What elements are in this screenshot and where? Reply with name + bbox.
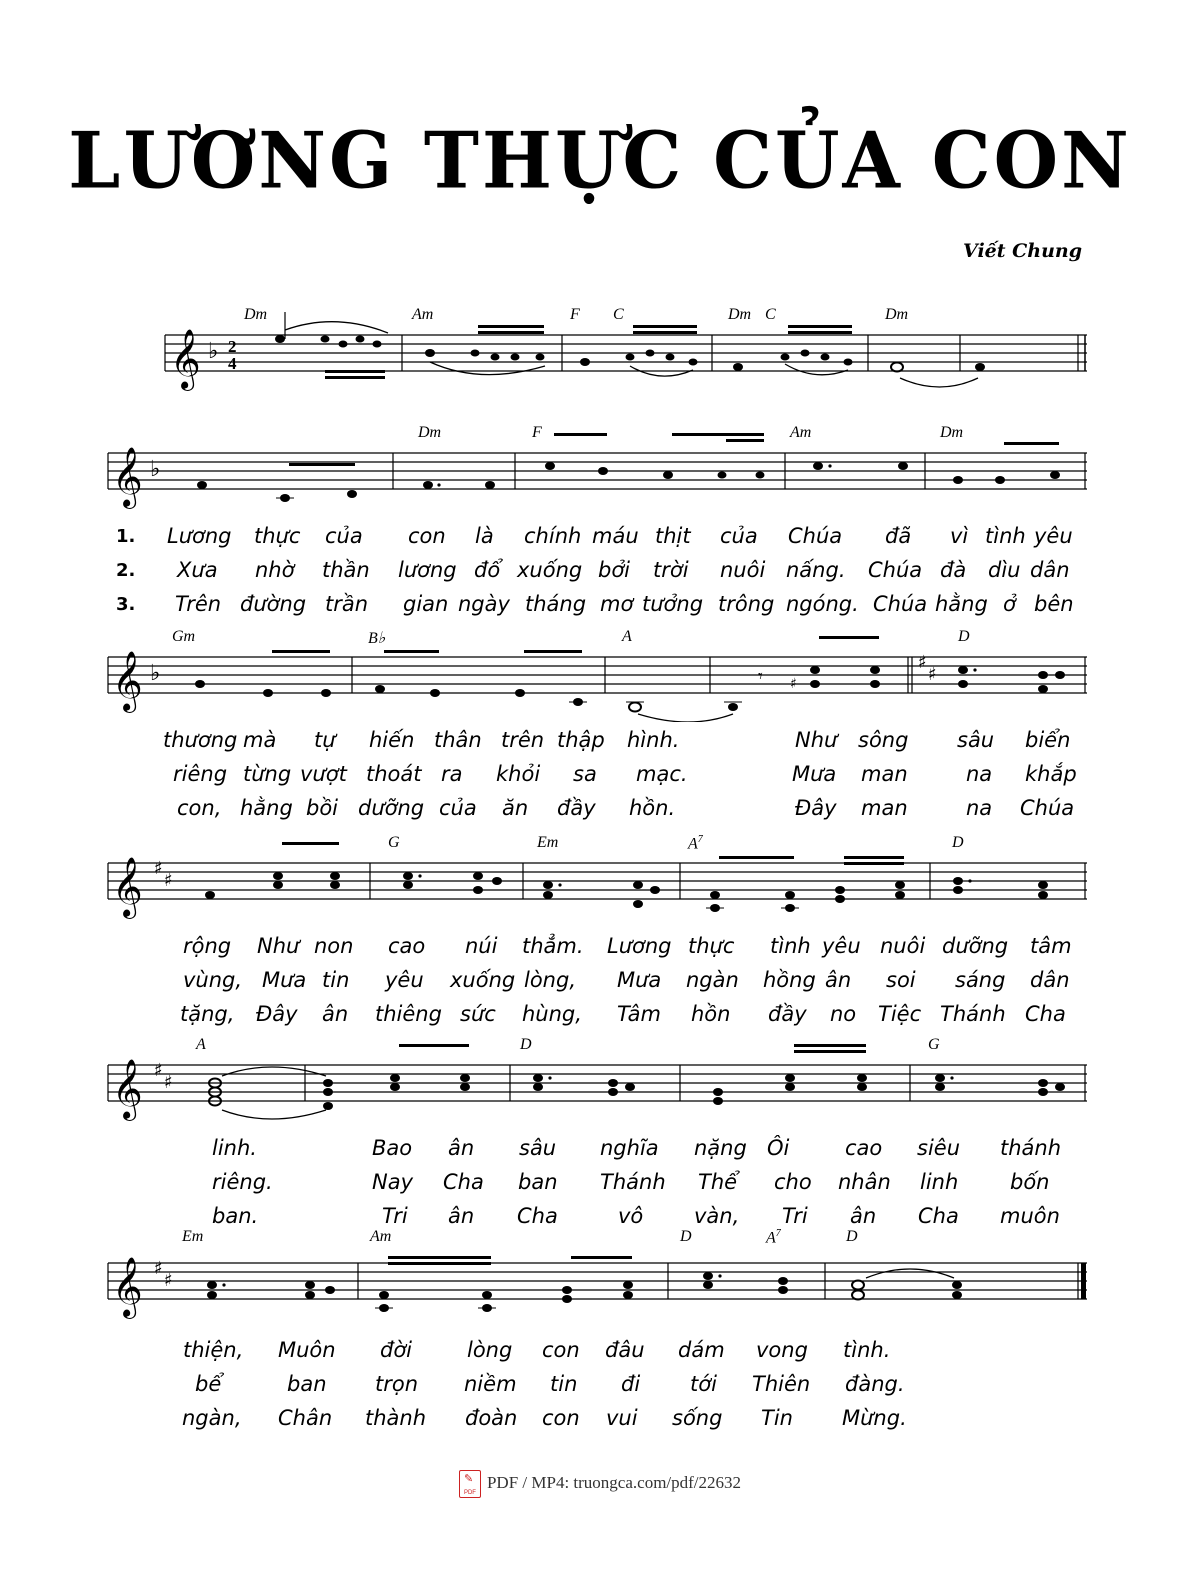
lyric-word: ban [518,1170,558,1194]
lyric-word: hiến [369,728,415,752]
sharp-sign-icon: ♯ [164,870,173,891]
lyric-word: biển [1025,728,1071,752]
sharp-sign-icon: ♯ [164,1270,173,1291]
lyric-word: yêu [822,934,861,958]
lyric-word: Đây [256,1002,298,1026]
lyric-word: đi [621,1372,641,1396]
lyric-line-verse-1 [0,1338,1200,1368]
sharp-sign-icon: ♯ [154,858,163,879]
lyric-line-verse-1 [0,1136,1200,1166]
lyric-word: trên [501,728,545,752]
sharp-sign-icon: ♯ [154,1060,163,1081]
lyric-line-verse-1 [0,934,1200,964]
lyric-word: con [408,524,446,548]
lyric-word: con, [177,796,222,820]
lyric-word: Tin [761,1406,793,1430]
lyric-word: máu [592,524,639,548]
lyric-word: hùng, [522,1002,582,1026]
lyric-word: dưỡng [942,934,1009,958]
lyric-word: Chúa [1020,796,1075,820]
lyric-word: đoàn [465,1406,518,1430]
chord-label [766,1228,781,1247]
time-signature-bottom: 4 [228,354,237,373]
chord-root: A [688,835,698,853]
chord-label: F [532,424,542,441]
verse-number: 2. [116,560,136,581]
lyric-word: ngàn, [182,1406,242,1430]
lyric-word: sâu [957,728,995,752]
treble-clef-icon: 𝄞 [112,651,143,711]
lyric-word: con [542,1338,580,1362]
lyric-word: hồn [691,1002,731,1026]
sharp-sign-icon: ♯ [164,1072,173,1093]
lyric-word: non [314,934,354,958]
lyric-word: ngày [458,592,510,616]
lyric-line-verse-2 [0,1372,1200,1402]
lyric-word: hình. [627,728,680,752]
lyric-word: na [966,762,993,786]
chord-label: G [928,1036,940,1053]
sharp-sign-icon: ♯ [154,1258,163,1279]
lyric-word: soi [886,968,916,992]
staff-5 [0,1030,1200,1130]
chord-label [688,834,703,853]
staff-4 [0,828,1200,928]
lyric-word: tưởng [642,592,704,616]
lyric-word: bên [1034,592,1074,616]
chord-label: Am [370,1228,392,1245]
lyric-word: cao [388,934,426,958]
lyric-word: thánh [1000,1136,1062,1160]
lyric-word: thân [434,728,482,752]
lyric-line-verse-3 [0,592,1200,622]
pdf-file-icon [459,1470,481,1498]
lyric-word: thiện, [183,1338,244,1362]
lyric-word: Bao [372,1136,413,1160]
lyric-word: thương [163,728,238,752]
lyric-word: núi [465,934,498,958]
lyric-word: dân [1030,558,1070,582]
lyric-word: Như [795,728,838,752]
lyric-line-verse-3 [0,1002,1200,1032]
lyric-word: hằng [935,592,988,616]
lyric-word: tự [314,728,336,752]
lyric-word: Thánh [940,1002,1006,1026]
lyric-word: linh [920,1170,959,1194]
lyric-word: mơ [600,592,634,616]
lyric-word: Chúa [873,592,928,616]
lyric-word: Mưa [617,968,662,992]
song-title: LƯƠNG THỰC CỦA CON [68,115,1132,207]
treble-clef-icon: 𝄞 [112,1059,143,1119]
flat-sign-icon: ♭ [150,457,161,482]
lyric-word: rộng [183,934,232,958]
lyric-word: dám [678,1338,725,1362]
chord-label: Dm [418,424,442,441]
lyric-word: lương [398,558,457,582]
lyric-word: hồng [763,968,816,992]
composer-name: Viết Chung [963,240,1082,262]
lyric-word: nuôi [720,558,766,582]
lyric-word: đà [940,558,967,582]
lyric-word: ban [287,1372,327,1396]
chord-label: D [846,1228,858,1245]
lyric-word: vô [618,1204,644,1228]
lyric-word: na [966,796,993,820]
verse-number: 3. [116,594,136,615]
lyric-word: sống [672,1406,723,1430]
music-system-4 [0,828,1200,1028]
lyric-word: yêu [1034,524,1073,548]
lyric-word: Như [257,934,300,958]
lyric-word: Tiệc [878,1002,922,1026]
lyric-word: ở [1003,592,1016,616]
lyric-word: ngóng. [786,592,859,616]
chord-label: C [613,306,624,323]
lyric-word: yêu [385,968,424,992]
lyric-word: ban. [212,1204,259,1228]
treble-clef-icon: 𝄞 [170,329,201,389]
staff-6 [0,1228,1200,1328]
chord-label: A [196,1036,206,1053]
lyric-word: man [861,762,908,786]
lyric-word: tình [985,524,1026,548]
lyric-word: thành [365,1406,427,1430]
lyric-word: đường [240,592,307,616]
verse-number: 1. [116,526,136,547]
lyric-line-verse-2 [0,762,1200,792]
lyric-word: Tri [782,1204,808,1228]
lyric-word: Chân [278,1406,333,1430]
treble-clef-icon: 𝄞 [112,447,143,507]
chord-label: Dm [885,306,909,323]
lyric-line-verse-1 [0,728,1200,758]
chord-label: Em [537,834,559,851]
lyric-word: bồi [306,796,339,820]
lyric-word: bể [195,1372,222,1396]
lyric-line-verse-2 [0,1170,1200,1200]
lyric-word: Cha [517,1204,558,1228]
lyric-word: xuống [517,558,583,582]
music-system-3 [0,622,1200,822]
lyric-word: bởi [598,558,631,582]
chord-label: D [952,834,964,851]
lyric-word: muôn [1000,1204,1060,1228]
lyric-word: lòng, [524,968,576,992]
chord-label: Em [182,1228,204,1245]
chord-label: Dm [940,424,964,441]
lyric-word: thập [557,728,605,752]
lyric-word: nuôi [880,934,926,958]
lyric-word: ân [825,968,852,992]
lyric-word: Mưa [262,968,307,992]
lyric-word: ân [322,1002,349,1026]
lyric-word: đầy [768,1002,807,1026]
lyric-word: cho [774,1170,812,1194]
chord-root: A [766,1229,776,1247]
lyric-word: xuống [450,968,516,992]
lyric-word: linh. [212,1136,257,1160]
chord-label: Dm [244,306,268,323]
chord-label: Am [790,424,812,441]
chord-label: D [680,1228,692,1245]
chord-extension: 7 [775,1228,781,1239]
lyric-word: của [720,524,758,548]
lyric-word: hằng [240,796,293,820]
lyric-line-verse-1 [0,524,1200,554]
lyric-word: nhân [838,1170,891,1194]
lyric-word: khỏi [496,762,541,786]
lyric-word: dưỡng [358,796,425,820]
lyric-line-verse-3 [0,1406,1200,1436]
lyric-word: ăn [502,796,529,820]
lyric-word: no [830,1002,857,1026]
time-signature-top: 2 [228,337,237,356]
lyric-word: Cha [443,1170,484,1194]
lyric-word: đổ [474,558,501,582]
lyric-word: đầy [557,796,596,820]
lyric-word: Cha [1025,1002,1066,1026]
lyric-word: nghĩa [600,1136,659,1160]
lyric-word: niềm [464,1372,517,1396]
lyric-word: thoát [366,762,422,786]
lyric-line-verse-2 [0,558,1200,588]
lyric-word: Trên [175,592,222,616]
flat-sign-icon: ♭ [208,339,219,364]
lyric-word: gian [403,592,449,616]
lyric-word: ngàn [686,968,739,992]
lyric-word: từng [243,762,292,786]
lyric-word: riêng. [212,1170,273,1194]
lyric-word: ân [850,1204,877,1228]
lyric-word: Xưa [177,558,218,582]
lyric-word: thực [688,934,735,958]
lyric-word: khắp [1025,762,1077,786]
lyric-word: tháng [525,592,587,616]
lyric-word: Thiên [752,1372,811,1396]
music-system-1 [0,300,1200,410]
lyric-word: man [861,796,908,820]
lyric-word: sức [460,1002,496,1026]
lyric-word: tặng, [180,1002,235,1026]
treble-clef-icon: 𝄞 [112,1257,143,1317]
lyric-word: thần [322,558,370,582]
chord-extension: 7 [697,834,703,845]
lyric-word: tin [322,968,350,992]
lyric-word: vùng, [183,968,243,992]
lyric-word: con [542,1406,580,1430]
chord-label: D [958,628,970,645]
lyric-word: mà [243,728,277,752]
lyric-word: Ôi [767,1136,790,1160]
lyric-word: vong [756,1338,808,1362]
lyric-word: nhờ [255,558,295,582]
lyric-word: tình. [843,1338,891,1362]
lyric-word: tâm [1030,934,1072,958]
staff-2 [0,418,1200,518]
lyric-line-verse-2 [0,968,1200,998]
lyric-word: Tâm [617,1002,661,1026]
lyric-word: thịt [655,524,691,548]
lyric-word: Chúa [868,558,923,582]
lyric-word: riêng [173,762,228,786]
lyric-word: sa [573,762,597,786]
lyric-word: đàng. [845,1372,905,1396]
lyric-word: Thể [698,1170,738,1194]
lyric-word: vì [950,524,969,548]
lyric-word: Muôn [278,1338,336,1362]
lyric-word: trần [325,592,369,616]
lyric-word: vượt [300,762,347,786]
lyric-word: Tri [382,1204,408,1228]
lyric-word: Lương [607,934,672,958]
lyric-word: tình [770,934,811,958]
chord-label: Am [412,306,434,323]
lyric-word: chính [524,524,582,548]
lyric-word: bốn [1010,1170,1050,1194]
lyric-word: cao [845,1136,883,1160]
lyric-word: của [325,524,363,548]
lyric-word: tới [690,1372,717,1396]
lyric-word: trời [653,558,689,582]
lyric-word: trọn [375,1372,419,1396]
lyric-word: Thánh [600,1170,666,1194]
lyric-word: Lương [167,524,232,548]
lyric-word: nấng. [786,558,846,582]
flat-sign-icon: ♭ [150,661,161,686]
lyric-word: Cha [918,1204,959,1228]
lyric-word: đời [380,1338,413,1362]
lyric-word: Mưa [792,762,837,786]
lyric-word: nặng [694,1136,747,1160]
footer-link[interactable] [0,1470,1200,1498]
music-system-5 [0,1030,1200,1230]
lyric-word: là [475,524,494,548]
lyric-word: Nay [372,1170,414,1194]
lyric-word: đâu [605,1338,645,1362]
lyric-word: mạc. [636,762,688,786]
music-system-2 [0,418,1200,618]
footer-text[interactable]: PDF / MP4: truongca.com/pdf/22632 [486,1472,742,1492]
lyric-word: thiêng [375,1002,442,1026]
lyric-word: Đây [795,796,837,820]
staff-1 [0,300,1200,410]
sharp-sign-icon: ♯ [928,664,937,685]
chord-label: Gm [172,628,196,645]
lyric-word: ra [441,762,463,786]
chord-label: D [520,1036,532,1053]
lyric-word: sông [858,728,909,752]
lyric-word: siêu [917,1136,961,1160]
lyric-word: ân [448,1204,475,1228]
lyric-word: vàn, [694,1204,740,1228]
lyric-word: Mừng. [842,1406,907,1430]
lyric-word: thực [254,524,301,548]
lyric-word: sâu [519,1136,557,1160]
lyric-word: trông [718,592,775,616]
chord-label: Dm [728,306,752,323]
lyric-word: của [439,796,477,820]
lyric-word: hồn. [629,796,676,820]
lyric-word: ân [448,1136,475,1160]
lyric-word: đã [885,524,912,548]
lyric-word: lòng [467,1338,513,1362]
svg-text:♯: ♯ [790,676,797,692]
lyric-word: dân [1030,968,1070,992]
lyric-word: Chúa [788,524,843,548]
lyric-word: dìu [988,558,1021,582]
lyric-line-verse-3 [0,796,1200,826]
chord-label: C [765,306,776,323]
chord-label: G [388,834,400,851]
svg-text:𝄾: 𝄾 [758,666,763,687]
chord-label: B♭ [368,630,386,647]
lyric-word: tin [550,1372,578,1396]
chord-label: F [570,306,580,323]
chord-label: A [622,628,632,645]
treble-clef-icon: 𝄞 [112,857,143,917]
sharp-sign-icon: ♯ [918,652,927,673]
music-system-6 [0,1228,1200,1438]
lyric-word: thẳm. [522,934,584,958]
lyric-word: vui [606,1406,638,1430]
lyric-word: sáng [955,968,1006,992]
